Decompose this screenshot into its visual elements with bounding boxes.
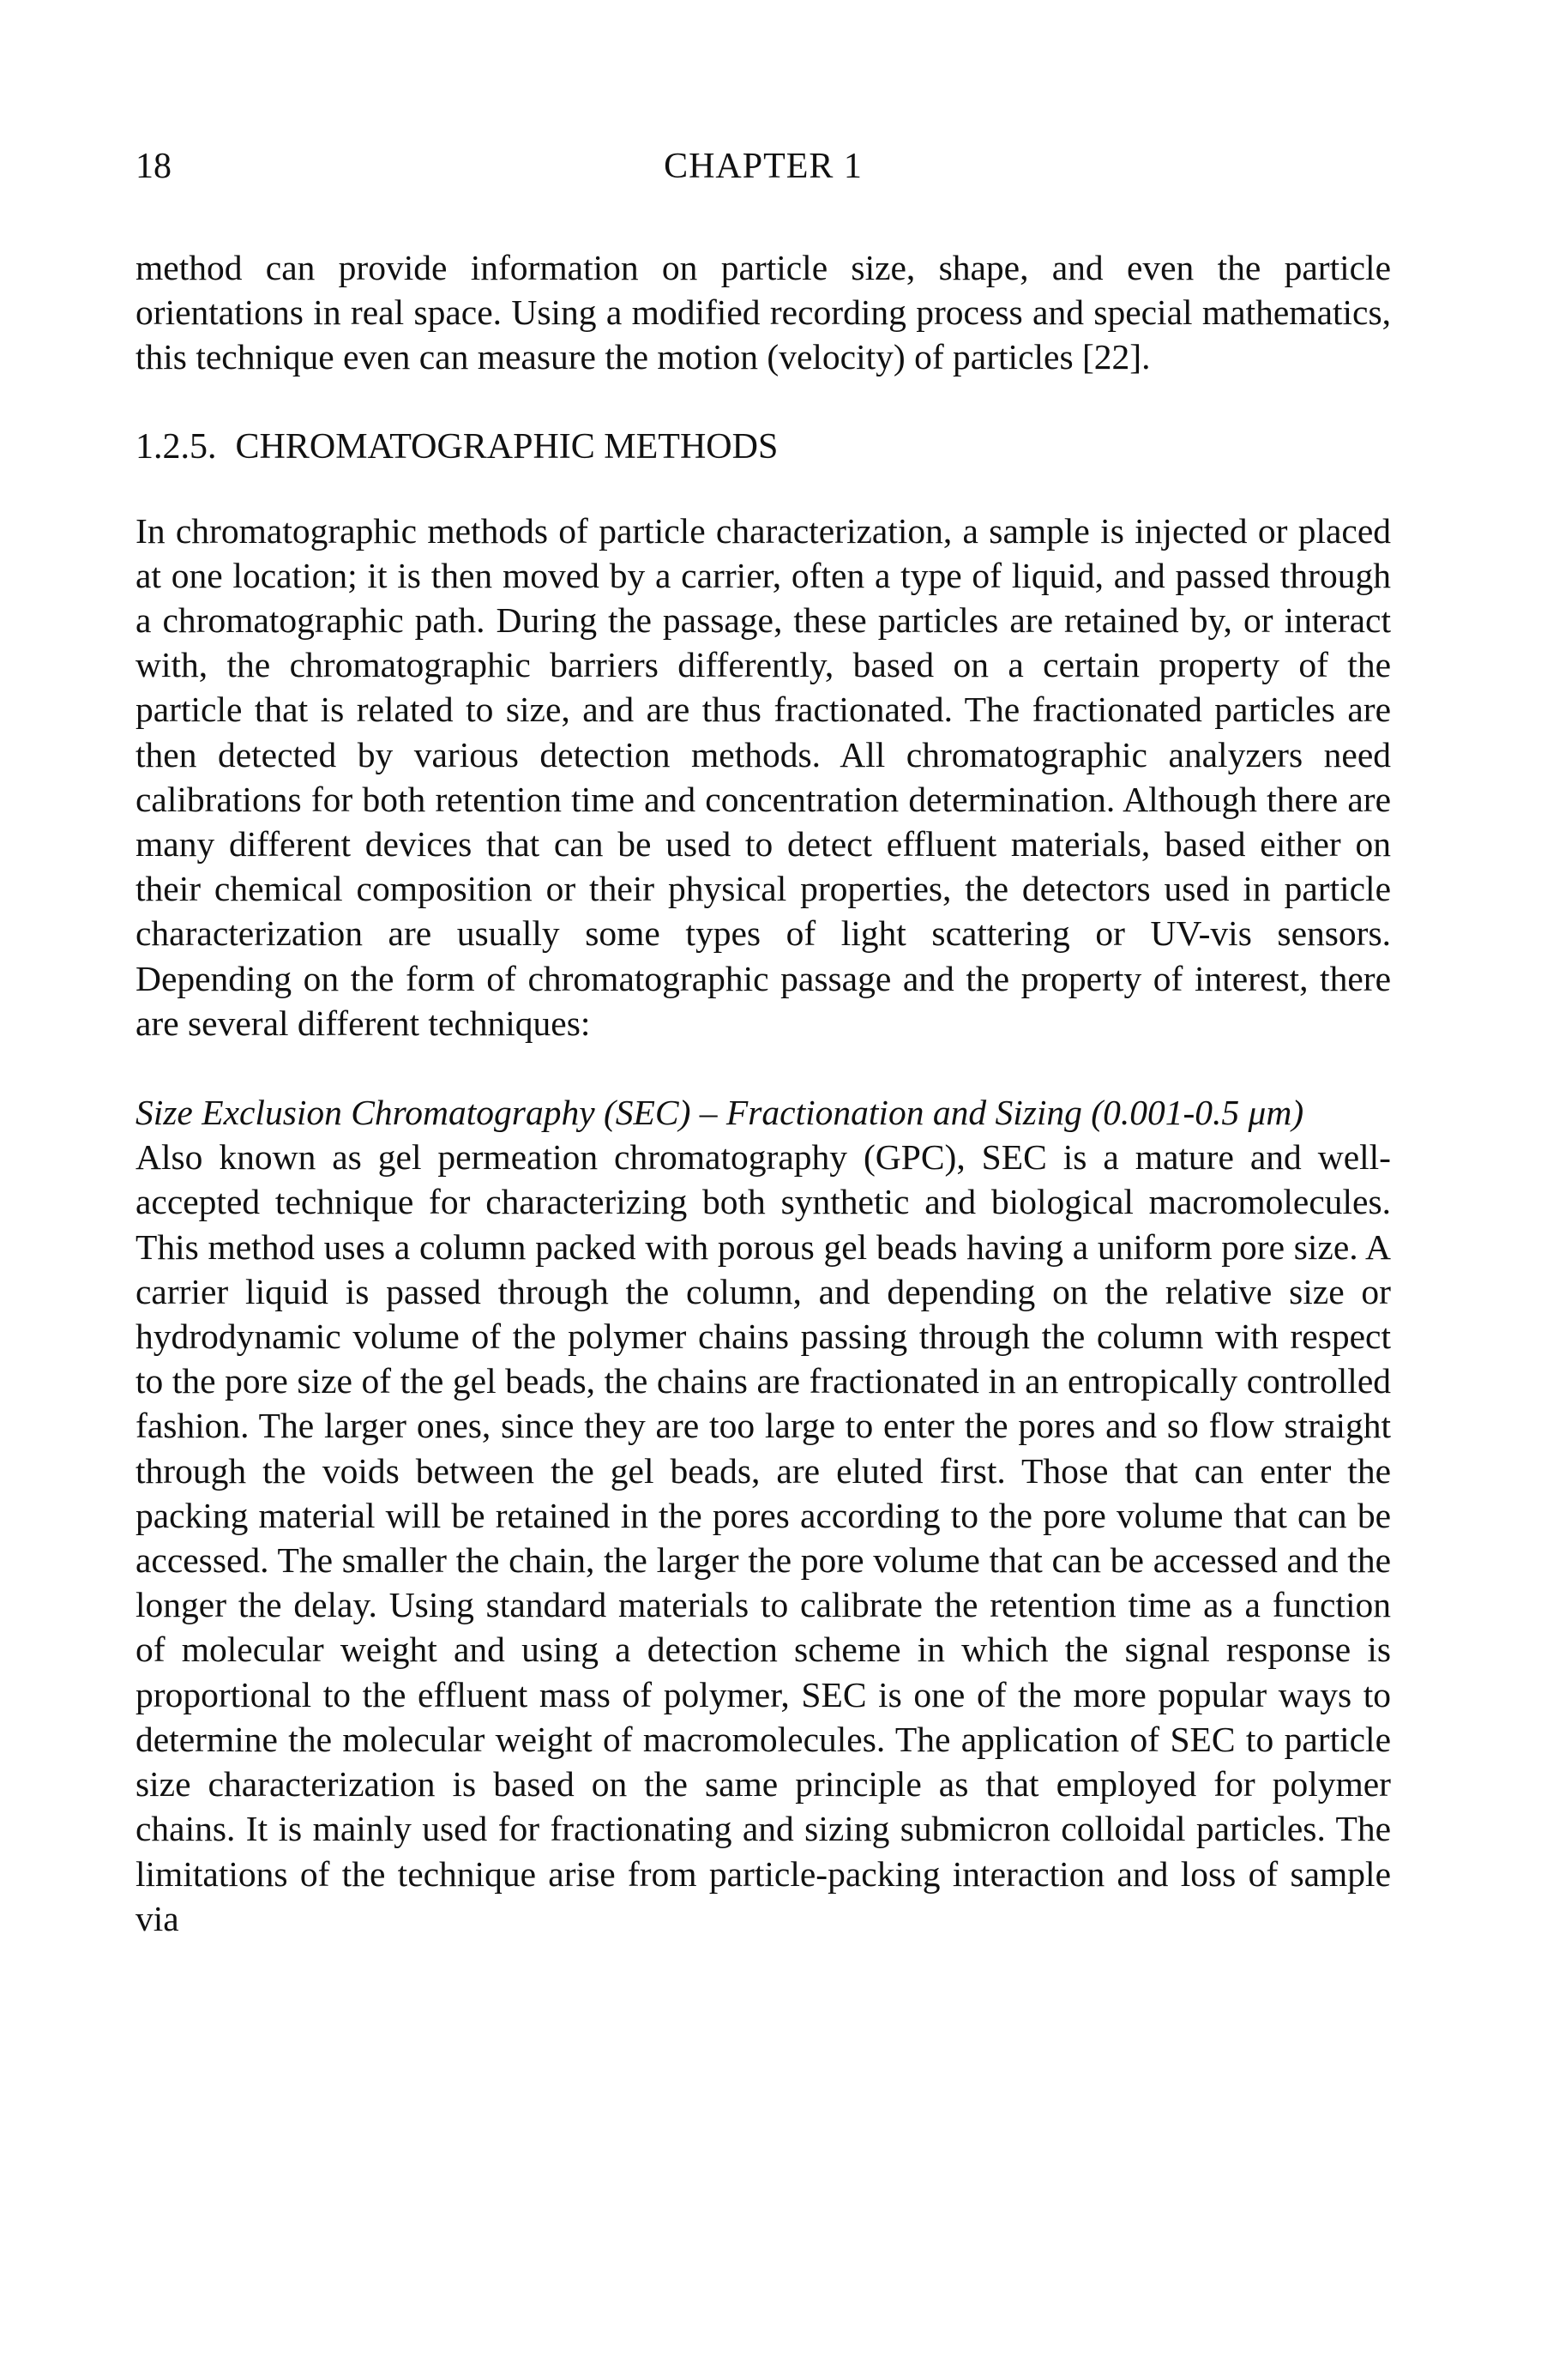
paragraph-chromatographic-methods: In chromatographic methods of particle characterization, a sample is injected or placed at one location; it is then moved by a carrier, often a type of liquid, and passed through a chromatographic path. During the passage, these particles are retained by, or interact with, the chromatographic barriers differently, based on a certain property of the particle that is related to size, and are thus fractionated. The fractionated particles are then detected by various detection methods. All chromatographic analyzers need calibrations for both retention time and concentration determination. Although there are many different devices that can be used to detect effluent materials, based either on their chemical composition or their physical properties, the detectors used in particle characterization are usually some types of light scattering or UV-vis sensors. Depending on the form of chromatographic passage and the property of interest, there are several different techniques: bbox=[135, 510, 1391, 1043]
paragraph-sec-description: Also known as gel permeation chromatography (GPC), SEC is a mature and well-accepted technique for characterizing both synthetic and biological macromolecules. This method uses a column packed with porous gel beads having a uniform pore size. A carrier liquid is passed through the column, and depending on the relative size or hydrodynamic volume of the polymer chains passing through the column with respect to the pore size of the gel beads, the chains are fractionated in an entropically controlled fashion. The larger ones, since they are too large to enter the pores and so flow straight through the voids between the gel beads, are eluted first. Those that can enter the packing material will be retained in the pores according to the pore volume that can be accessed. The smaller the chain, the larger the pore volume that can be accessed and the longer the delay. Using standard materials to calibrate the retention time as a function of molecular weight and using a detection scheme in which the signal response is proportional to the effluent mass of polymer, SEC is one of the more popular ways to determine the molecular weight of macromolecules. The application of SEC to particle size characterization is based on the same principle as that employed for polymer chains. It is mainly used for fractionating and sizing submicron colloidal particles. The limitations of the technique arise from particle-packing interaction and loss of sample via bbox=[135, 1137, 1391, 1938]
document-page bbox=[135, 146, 1391, 1941]
page-number: 18 bbox=[135, 147, 172, 186]
chapter-title: CHAPTER 1 bbox=[664, 147, 863, 186]
running-header bbox=[135, 146, 1391, 197]
section-number: 1.2.5. bbox=[135, 426, 217, 467]
section-title: CHROMATOGRAPHIC METHODS bbox=[235, 426, 779, 467]
subheading-sec: Size Exclusion Chromatography (SEC) – Fractionation and Sizing (0.001-0.5 μm) bbox=[135, 1093, 1304, 1133]
section-heading bbox=[135, 425, 1391, 469]
paragraph-intro-continuation: method can provide information on particle size, shape, and even the particle orientations in real space. Using a modified recording process and special mathematics, this technique even can measure the motion (velocity) of particles [22]. bbox=[135, 248, 1391, 377]
